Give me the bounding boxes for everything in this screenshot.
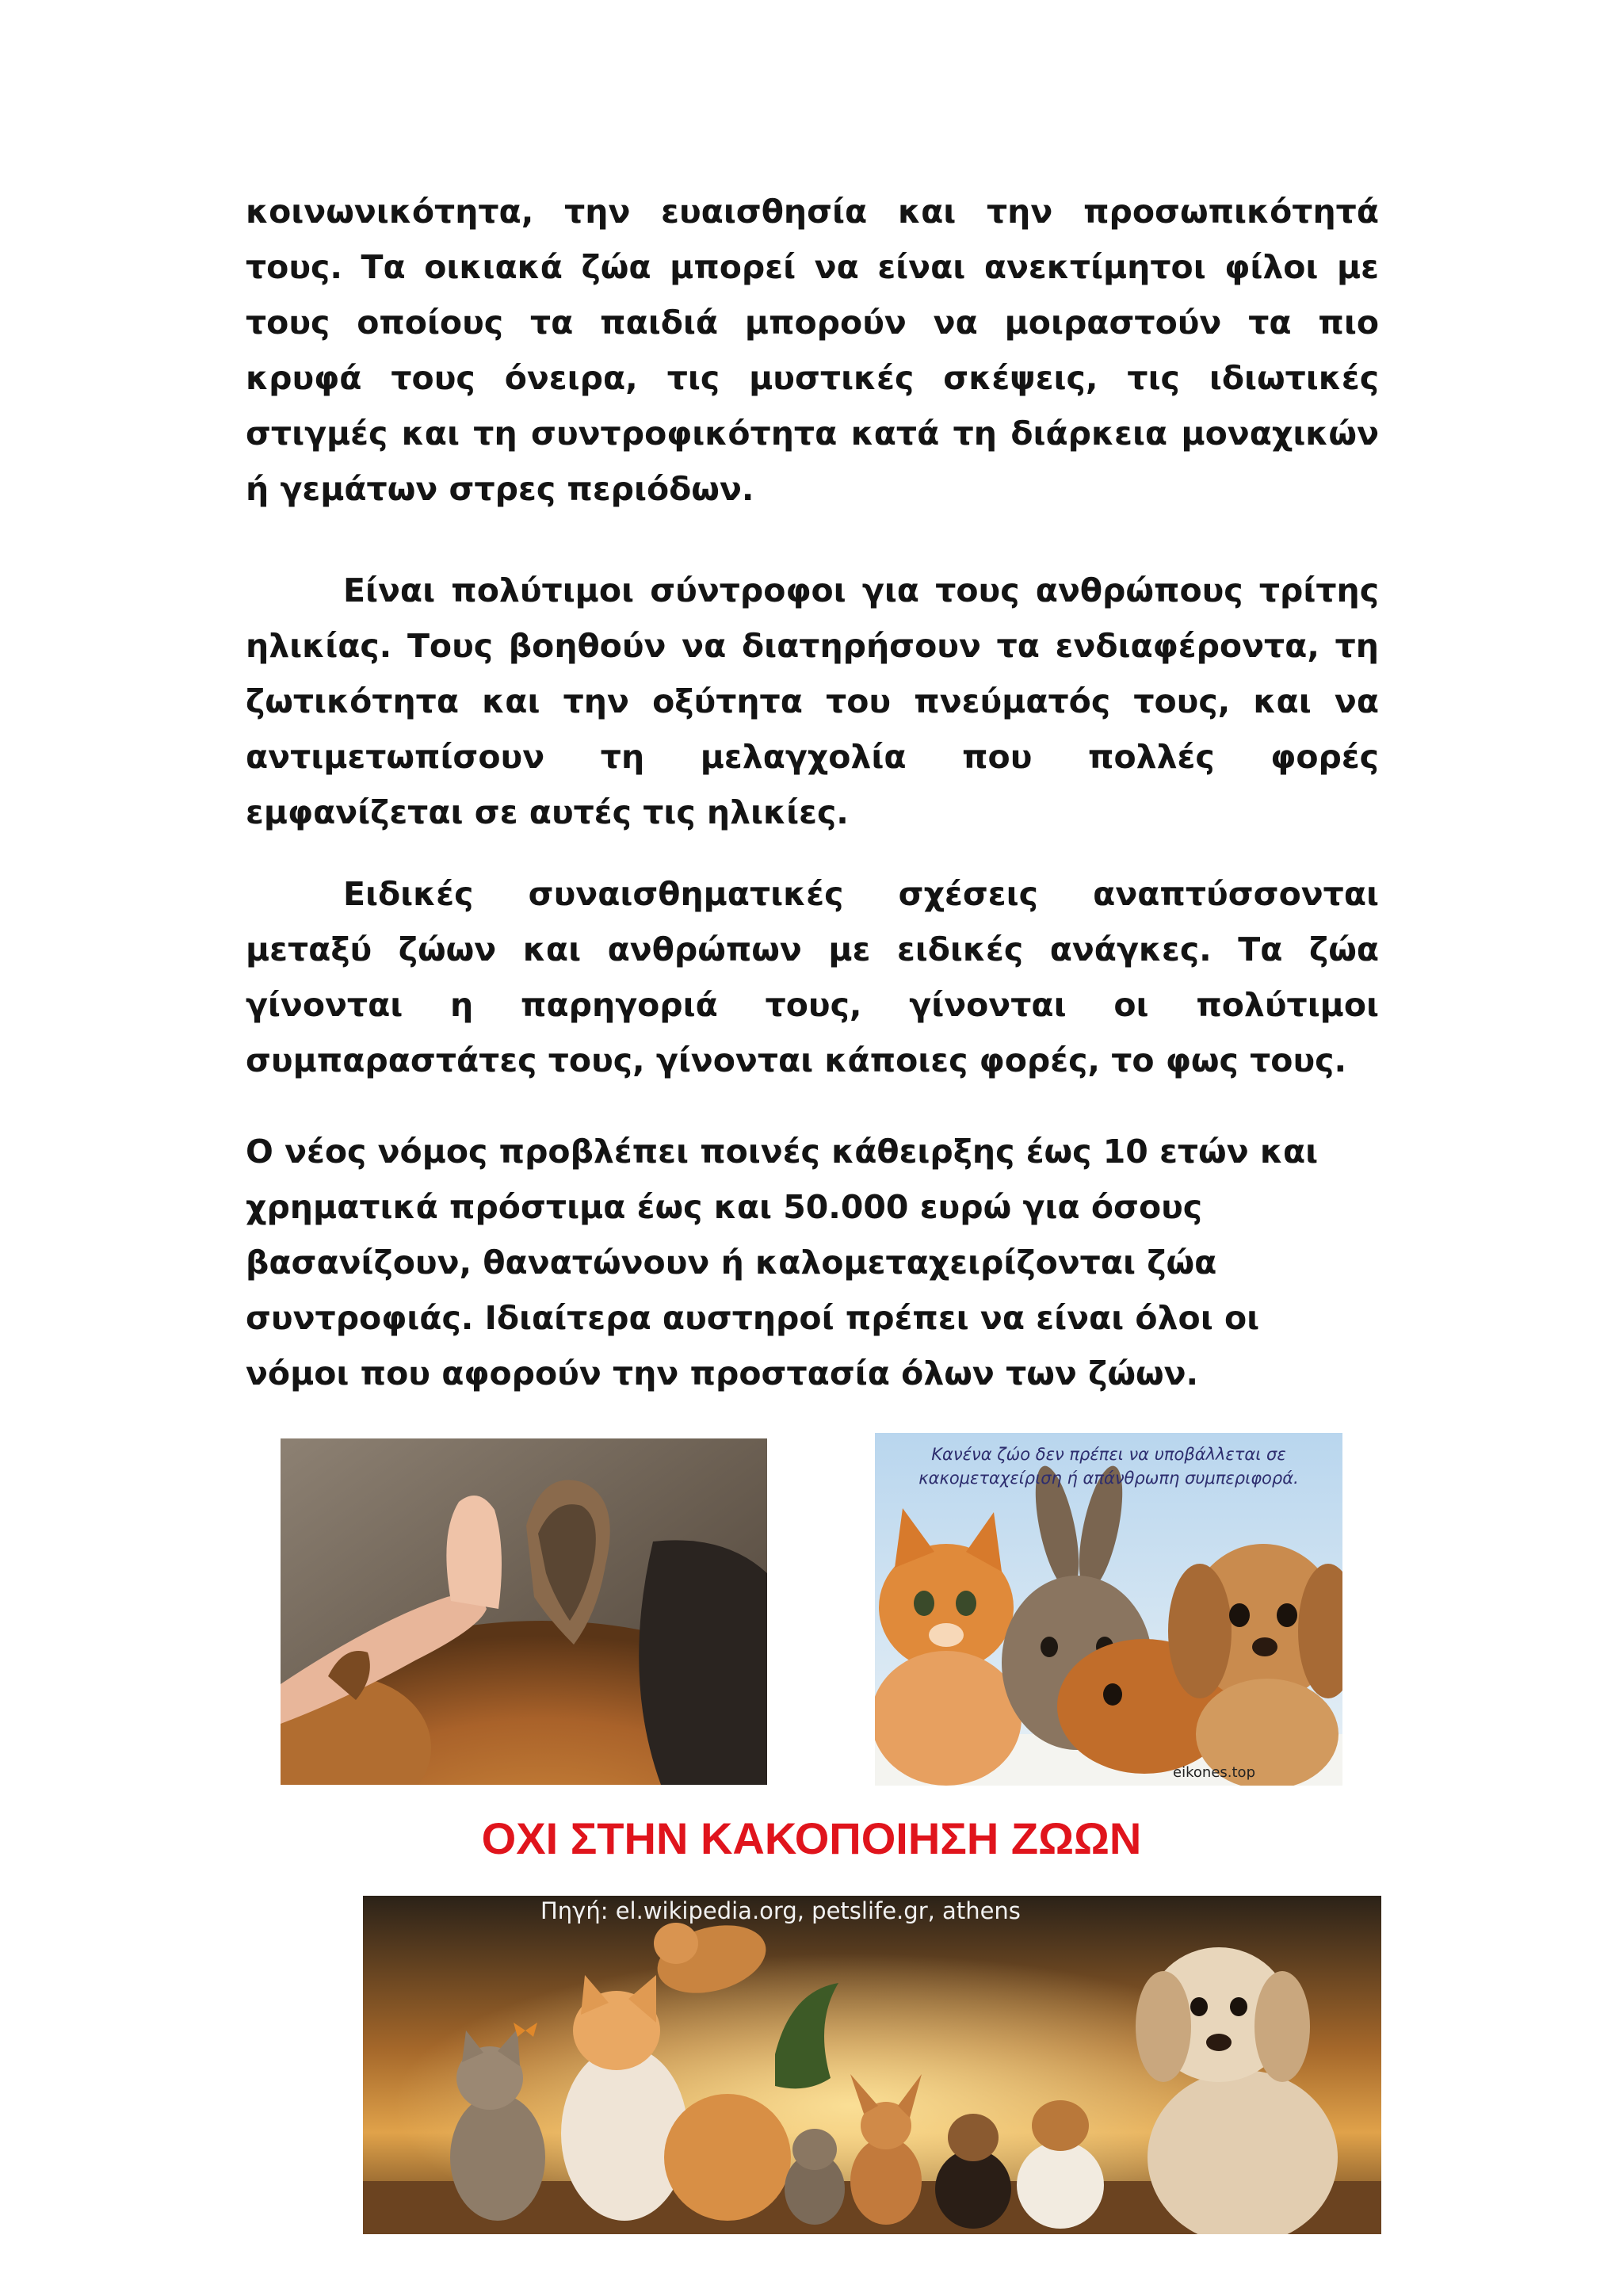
paragraph-elderly: Είναι πολύτιμοι σύντροφοι για τους ανθρώπους τρίτης ηλικίας. Τους βοηθούν να διατηρήσουν τα ενδιαφέροντα, τη ζωτικότητα και την οξύτητα του πνεύματός τους, και να αντιμετωπίσουν τη μελαγχολία που πολλές φορές εμφανίζεται σε αυτές τις ηλικίες. (246, 571, 1379, 831)
law-line: χρηματικά πρόστιμα έως και 50.000 ευρώ για όσους (246, 1188, 1203, 1226)
pets-caption-line: κακομεταχείριση ή απάνθρωπη συμπεριφορά. (918, 1469, 1299, 1488)
paragraph-sociability: κοινωνικότητα, την ευαισθησία και την προσωπικότητά τους. Τα οικιακά ζώα μπορεί να είναι ανεκτίμητοι φίλοι με τους οποίους τα παιδιά μπορούν να μοιραστούν τα πιο κρυφά τους όνειρα, τις μυστικές σκέψεις, τις ιδιωτικές στιγμές και τη συντροφικότητα κατά τη διάρκεια μοναχικών ή γεμάτων στρες περιόδων. (246, 193, 1379, 508)
paragraph-law (246, 1124, 1379, 1401)
pets-caption-line: Κανένα ζώο δεν πρέπει να υποβάλλεται σε (931, 1445, 1286, 1464)
paragraph-special-needs: Ειδικές συναισθηματικές σχέσεις αναπτύσσονται μεταξύ ζώων και ανθρώπων με ειδικές ανάγκες. Τα ζώα γίνονται η παρηγοριά τους, γίνονται οι πολύτιμοι συμπαραστάτες τους, γίνονται κάποιες φορές, το φως τους. (246, 875, 1379, 1079)
cats-dogs-sunset-photo (363, 1896, 1381, 2234)
banner-headline: ΟΧΙ ΣΤΗΝ ΚΑΚΟΠΟΙΗΣΗ ΖΩΩΝ (481, 1813, 1142, 1863)
source-credit: Πηγή: el.wikipedia.org, petslife.gr, athens (540, 1897, 1021, 1924)
law-line: συντροφιάς. Ιδιαίτερα αυστηροί πρέπει να είναι όλοι οι (246, 1299, 1260, 1337)
pets-watermark: eikones.top (1173, 1764, 1255, 1781)
pets-image-caption (875, 1442, 1342, 1490)
law-line: Ο νέος νόμος προβλέπει ποινές κάθειρξης έως 10 ετών και (246, 1133, 1319, 1171)
law-line: νόμοι που αφορούν την προστασία όλων των ζώων. (246, 1354, 1199, 1392)
hand-paw-heart-photo (281, 1438, 767, 1785)
law-line: βασανίζουν, θανατώνουν ή καλομεταχειρίζονται ζώα (246, 1244, 1217, 1282)
pets-group-photo (875, 1433, 1342, 1786)
